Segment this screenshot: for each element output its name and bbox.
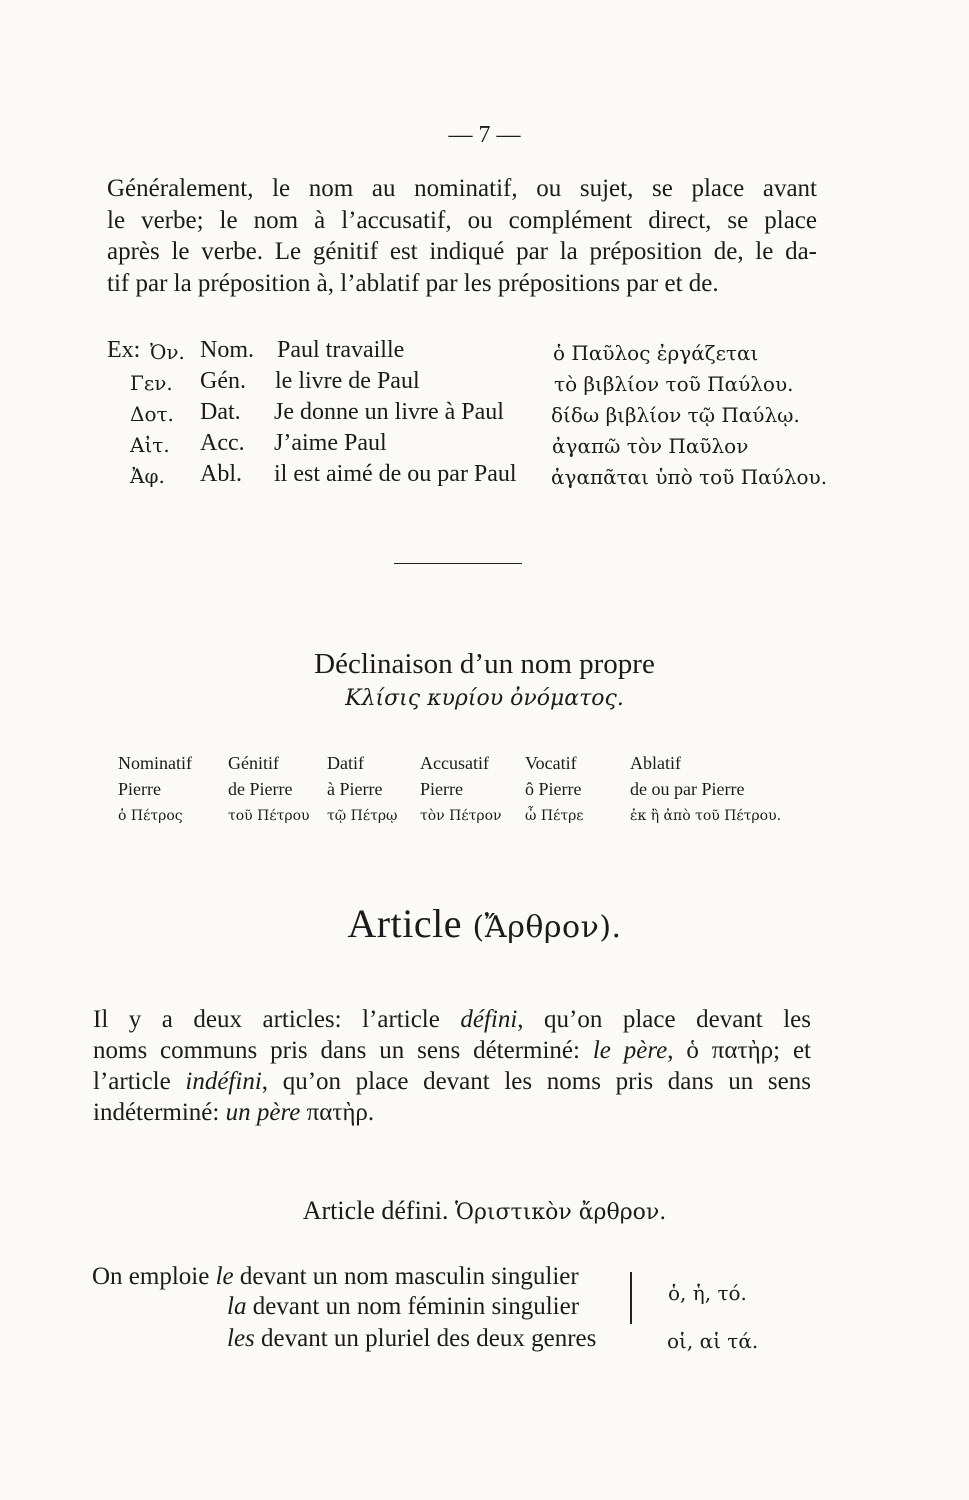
article-greek-title: (Ἄρθρον). — [472, 910, 622, 945]
ex-label: Ex: — [107, 337, 141, 363]
example-greek: ὁ Παῦλος ἐργάζεται — [553, 341, 759, 365]
case-abbr: Dat. — [200, 399, 241, 425]
declension-french: à Pierre — [327, 779, 383, 799]
intro-line: tif par la préposition à, l’ablatif par les prépositions par et de. — [107, 269, 719, 297]
greek-case-abbr: Αἰτ. — [130, 433, 170, 457]
intro-line: Généralement, le nom au nominatif, ou sujet, se place avant — [107, 175, 817, 202]
greek-case-abbr: Ἀφ. — [130, 464, 165, 488]
declension-title: Déclinaison d’un nom propre — [314, 648, 655, 680]
plural-forms: οἱ, αἱ τά. — [667, 1329, 759, 1353]
declension-greek: τῷ Πέτρῳ — [327, 808, 398, 824]
definite-greek-title: Ὁριστικὸν ἄρθρον. — [455, 1200, 667, 1225]
declension-header: Accusatif — [420, 753, 489, 773]
declension-header: Nominatif — [118, 753, 192, 773]
usage-line: On emploie le devant un nom masculin singulier — [92, 1263, 579, 1290]
declension-greek: ἐκ ἢ ἀπὸ τοῦ Πέτρου. — [630, 808, 782, 824]
example-french: Je donne un livre à Paul — [274, 399, 504, 425]
greek-case-abbr: Γεν. — [130, 371, 173, 395]
example-greek: τὸ βιβλίον τοῦ Παύλου. — [554, 372, 794, 396]
usage-line: les devant un pluriel des deux genres — [227, 1325, 597, 1352]
declension-greek: τοῦ Πέτρου — [228, 808, 310, 824]
declension-french: Pierre — [420, 779, 463, 799]
section-divider — [394, 563, 522, 564]
declension-greek-title: Κλίσις κυρίου ὀνόματος. — [345, 686, 624, 711]
brace — [630, 1272, 642, 1324]
usage-line: la devant un nom féminin singulier — [227, 1293, 580, 1320]
declension-greek: ὦ Πέτρε — [525, 808, 584, 824]
page-number: — 7 — — [448, 122, 521, 148]
declension-header: Ablatif — [630, 753, 681, 773]
intro-line: après le verbe. Le génitif est indiqué par la préposition de, le da- — [107, 238, 817, 265]
article-line: indéterminé: un père πατὴρ. — [93, 1099, 375, 1126]
article-line: l’article indéfini, qu’on place devant les noms pris dans un sens — [93, 1068, 811, 1095]
case-abbr: Abl. — [200, 461, 242, 487]
case-abbr: Gén. — [200, 368, 246, 394]
declension-french: de ou par Pierre — [630, 779, 745, 799]
example-french: le livre de Paul — [275, 368, 420, 394]
article-line: noms communs pris dans un sens déterminé: le père, ὁ πατὴρ; et — [93, 1037, 811, 1064]
declension-greek: τὸν Πέτρον — [420, 808, 502, 824]
declension-header: Datif — [327, 753, 364, 773]
example-greek: ἀγαπᾶται ὑπὸ τοῦ Παύλου. — [551, 465, 828, 489]
article-title-text: Article — [347, 901, 462, 946]
case-abbr: Acc. — [200, 430, 245, 456]
declension-header: Vocatif — [525, 753, 577, 773]
example-greek: δίδω βιβλίον τῷ Παύλῳ. — [551, 403, 800, 427]
example-french: Paul travaille — [277, 337, 405, 363]
case-abbr: Nom. — [200, 337, 254, 363]
example-greek: ἀγαπῶ τὸν Παῦλον — [552, 434, 749, 458]
greek-case-abbr: Ὀν. — [150, 340, 185, 364]
declension-french: ô Pierre — [525, 779, 582, 799]
article-line: Il y a deux articles: l’article défini, qu’on place devant les — [93, 1006, 812, 1033]
declension-french: de Pierre — [228, 779, 293, 799]
article-paragraph — [93, 1004, 811, 1128]
definite-title-text: Article défini. — [302, 1196, 449, 1225]
example-french: il est aimé de ou par Paul — [274, 461, 517, 487]
article-title — [0, 900, 969, 947]
greek-case-abbr: Δοτ. — [130, 402, 174, 426]
singular-forms: ὁ, ἡ, τό. — [668, 1281, 747, 1305]
declension-header: Génitif — [228, 753, 279, 773]
declension-greek: ὁ Πέτρος — [118, 808, 183, 824]
intro-paragraph — [107, 173, 817, 299]
definite-article-title — [0, 1196, 969, 1226]
intro-line: le verbe; le nom à l’accusatif, ou complément direct, se place — [107, 206, 817, 234]
example-french: J’aime Paul — [274, 430, 387, 456]
declension-french: Pierre — [118, 779, 161, 799]
